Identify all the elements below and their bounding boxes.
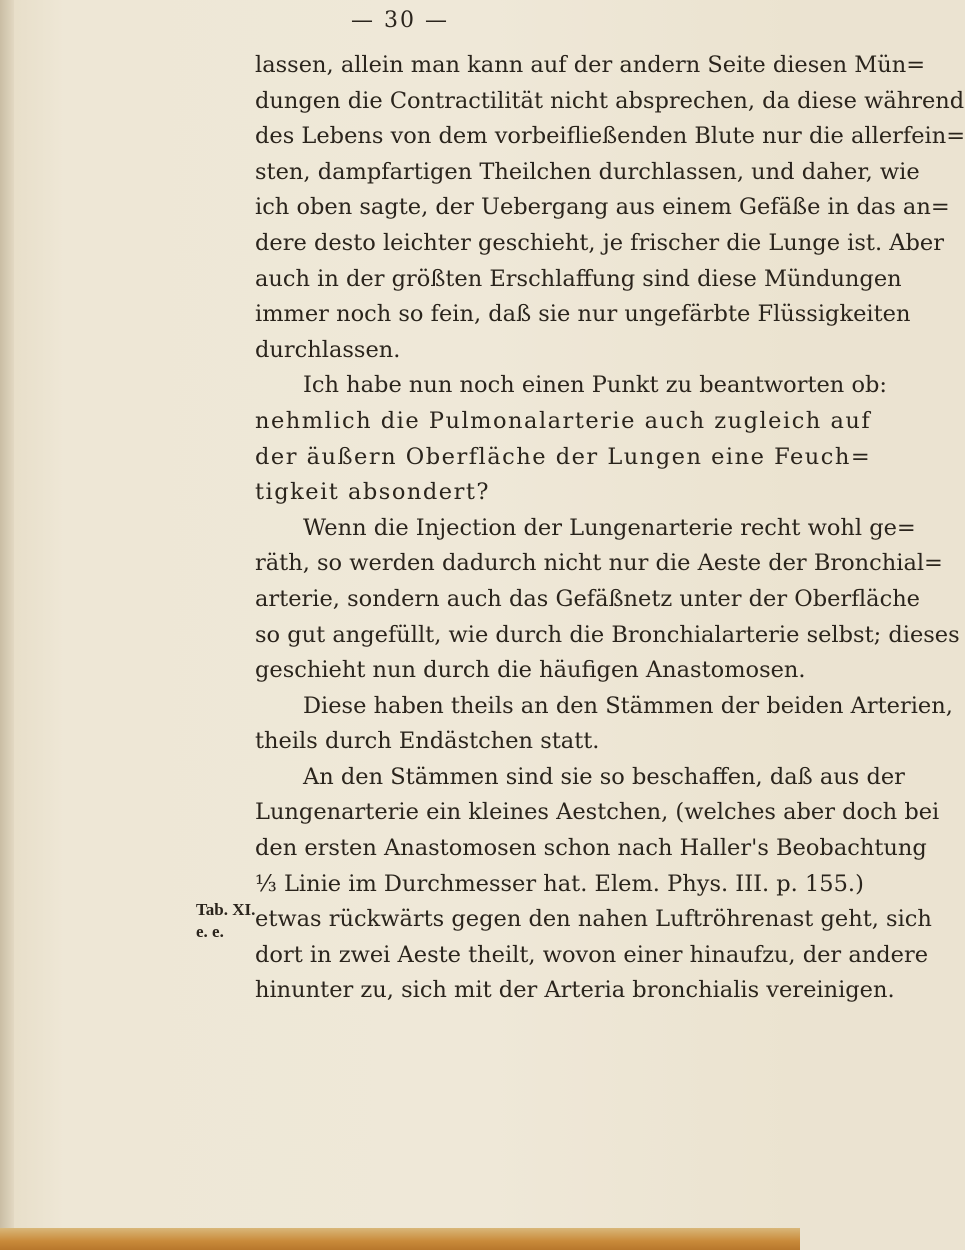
text-line: des Lebens von dem vorbeifließenden Blute nur die allerfein= <box>255 123 965 150</box>
page-spine <box>0 0 14 1250</box>
text-line: lassen, allein man kann auf der andern Seite diesen Mün= <box>255 52 926 78</box>
margin-note-ref: e. e. <box>196 922 224 941</box>
text-line: theils durch Endästchen statt. <box>255 728 600 755</box>
text-line: der äußern Oberfläche der Lungen eine Feuch= <box>255 443 872 470</box>
body-text <box>255 48 965 1009</box>
text-line: räth, so werden dadurch nicht nur die Aeste der Bronchial= <box>255 550 943 577</box>
text-line: den ersten Anastomosen schon nach Haller's Beobachtung <box>255 835 927 862</box>
text-line: arterie, sondern auch das Gefäßnetz unter der Oberfläche <box>255 585 921 612</box>
page-bottom-edge <box>0 1228 800 1250</box>
text-line: tigkeit absondert? <box>255 479 490 506</box>
text-line: so gut angefüllt, wie durch die Bronchialarterie selbst; dieses <box>255 621 960 648</box>
text-line: An den Stämmen sind sie so beschaffen, daß aus der <box>303 763 905 790</box>
text-line: dere desto leichter geschieht, je frischer die Lunge ist. Aber <box>255 229 944 256</box>
text-line: hinunter zu, sich mit der Arteria bronchialis vereinigen. <box>255 977 895 1004</box>
text-line: Lungenarterie ein kleines Aestchen, (welches aber doch bei <box>255 799 940 826</box>
margin-note-tab: Tab. XI. <box>196 900 256 919</box>
text-line: ⅓ Linie im Durchmesser hat. Elem. Phys. III. p. 155.) <box>255 870 864 897</box>
text-line: sten, dampfartigen Theilchen durchlassen, und daher, wie <box>255 158 920 185</box>
text-line: geschieht nun durch die häufigen Anastomosen. <box>255 657 806 684</box>
text-line: ich oben sagte, der Uebergang aus einem Gefäße in das an= <box>255 194 950 221</box>
text-line: nehmlich die Pulmonalarterie auch zugleich auf <box>255 407 872 434</box>
text-line: Diese haben theils an den Stämmen der beiden Arterien, <box>303 692 953 719</box>
text-line: etwas rückwärts gegen den nahen Luftröhrenast geht, sich <box>255 906 932 933</box>
text-line: Ich habe nun noch einen Punkt zu beantworten ob: <box>303 372 887 399</box>
page-number: — 30 — <box>351 8 449 33</box>
text-line: dungen die Contractilität nicht absprechen, da diese während <box>255 87 965 114</box>
text-line: Wenn die Injection der Lungenarterie recht wohl ge= <box>303 514 916 541</box>
text-line: dort in zwei Aeste theilt, wovon einer hinaufzu, der andere <box>255 941 929 968</box>
text-line: auch in der größten Erschlaffung sind diese Mündungen <box>255 265 902 292</box>
text-line: immer noch so fein, daß sie nur ungefärbte Flüssigkeiten <box>255 301 911 328</box>
text-line: durchlassen. <box>255 336 401 363</box>
